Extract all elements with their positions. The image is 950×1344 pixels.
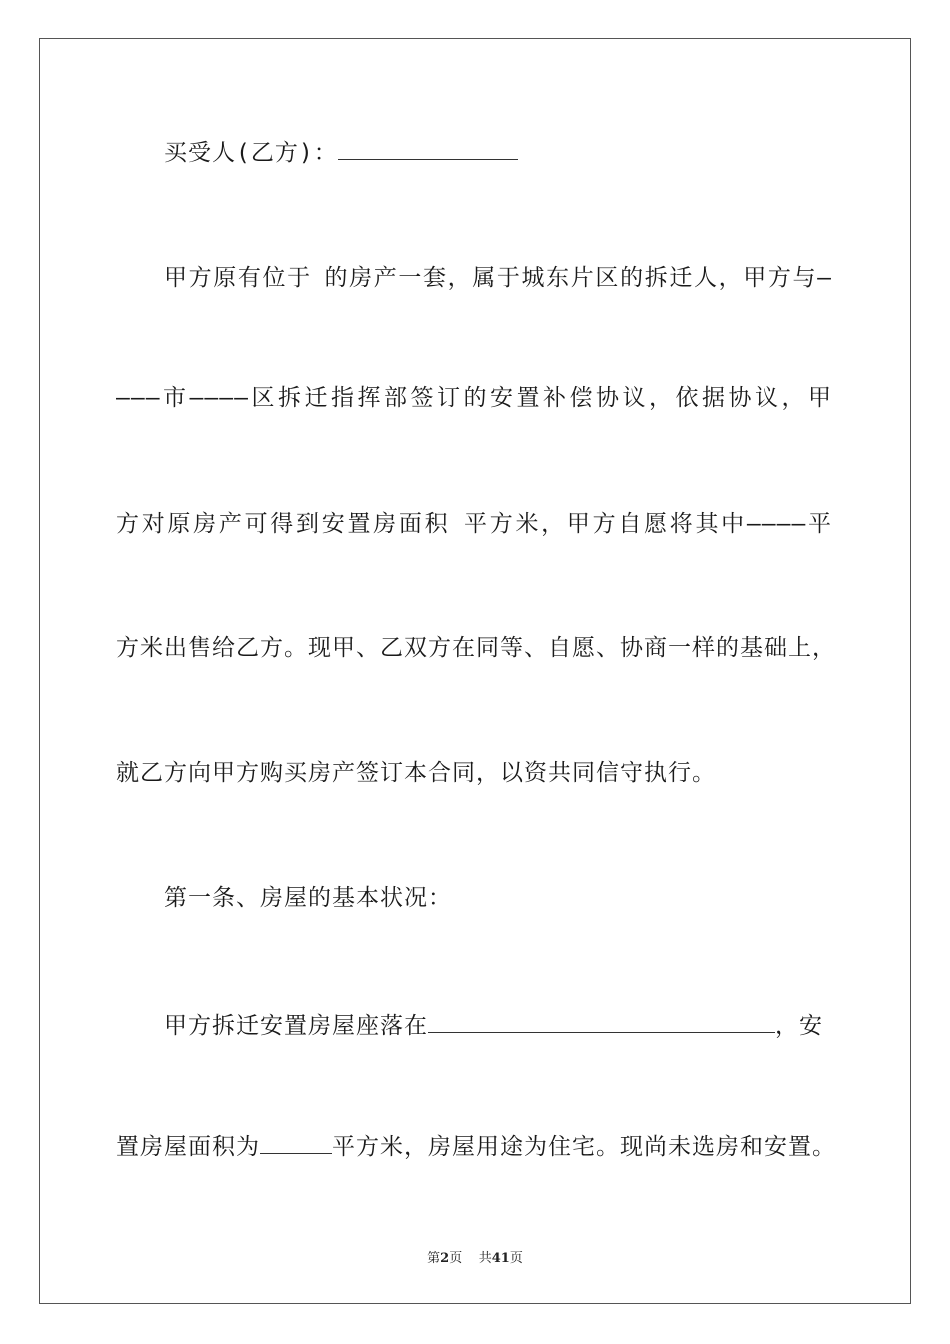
para1-line1: [164, 263, 832, 293]
buyer-name-blank[interactable]: [338, 137, 518, 160]
para2-line2: [116, 1131, 836, 1162]
footer-page-suffix: 页: [449, 1251, 463, 1266]
buyer-label: 买受人(乙方)：: [164, 140, 338, 166]
para2-line1-text-a: 甲方拆迁安置房屋座落在: [164, 1013, 428, 1039]
para1-line3: [116, 509, 832, 539]
para1-line5: 就乙方向甲方购买房产签订本合同，以资共同信守执行。: [116, 760, 716, 786]
para2-line2-text-b: 平方米，房屋用途为住宅。现尚未选房和安置。: [332, 1134, 836, 1160]
para1-line3-text-a: 方对原房产可得到安置房面积: [116, 511, 451, 537]
location-blank[interactable]: [428, 1010, 775, 1033]
footer-page-number: 2: [440, 1251, 450, 1266]
page-footer: [0, 1247, 950, 1266]
para2-line1: [164, 1010, 832, 1041]
para1-line1-text-a: 甲方原有位于: [164, 265, 312, 291]
footer-total-suffix: 页: [509, 1251, 523, 1266]
area-blank[interactable]: [260, 1131, 332, 1154]
footer-total-prefix: 共: [478, 1251, 492, 1266]
article1-title: 第一条、房屋的基本状况：: [164, 885, 452, 911]
page-frame: [39, 38, 911, 1304]
para1-line3-text-b: 平方米，甲方自愿将其中————平: [462, 511, 833, 537]
para1-line2: ———市————区拆迁指挥部签订的安置补偿协议，依据协议，甲: [116, 385, 832, 411]
para2-line1-text-b: ，安: [775, 1013, 823, 1039]
para2-line2-text-a: 置房屋面积为: [116, 1134, 260, 1160]
buyer-line: [164, 137, 832, 168]
para1-line4: 方米出售给乙方。现甲、乙双方在同等、自愿、协商一样的基础上，: [116, 635, 836, 661]
para1-line1-text-b: 的房产一套，属于城东片区的拆迁人，甲方与—: [323, 265, 832, 291]
footer-total-pages: 41: [491, 1251, 510, 1266]
footer-page-prefix: 第: [427, 1251, 441, 1266]
